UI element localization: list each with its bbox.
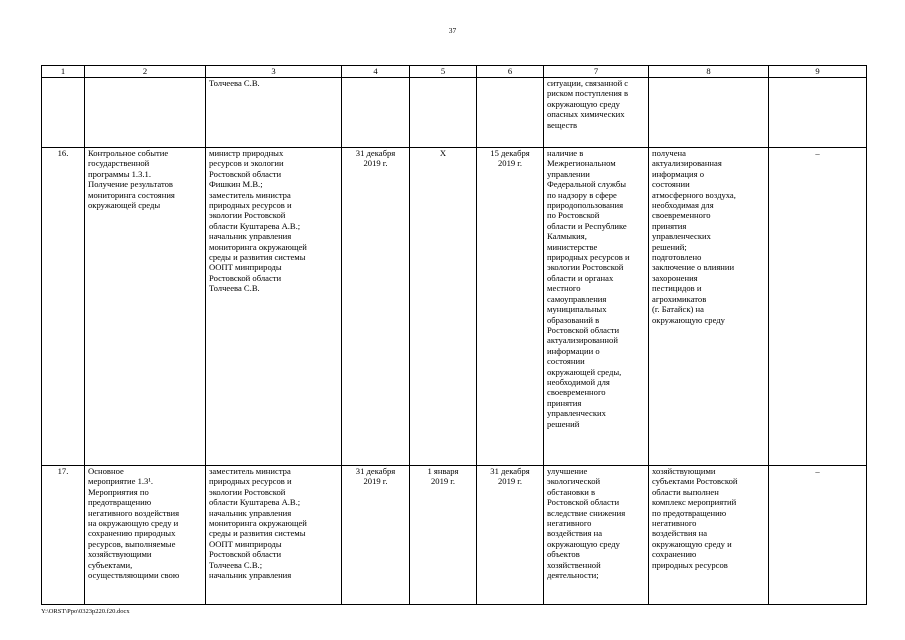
column-number-2: 2: [85, 66, 206, 78]
cell-text-line: самоуправления: [547, 293, 607, 304]
cell-responsible: [206, 148, 342, 466]
cell-text-line: улучшение: [547, 466, 588, 476]
cell-planned-date: [342, 148, 410, 466]
cell-text-line: Федеральной службы: [547, 179, 626, 190]
cell-text-line: начальник управления: [209, 231, 292, 242]
cell-start-date: [410, 466, 477, 605]
cell-text-line: мониторинга окружающей: [209, 518, 307, 529]
cell-text-line: Толчеева С.В.: [209, 78, 260, 88]
cell-text-line: пестицидов и: [652, 283, 702, 294]
cell-text-line: экологии Ростовской: [209, 210, 286, 221]
cell-text-line: области и органах: [547, 272, 614, 283]
cell-text-line: сохранению природных: [88, 528, 176, 539]
cell-text-line: начальник управления: [209, 570, 292, 581]
cell-text-line: экологической: [547, 476, 601, 487]
cell-text-line: 31 декабря: [355, 148, 396, 158]
cell-text-line: актуализированная: [652, 158, 722, 169]
column-number-4: 4: [342, 66, 410, 78]
cell-text-line: хозяйствующими: [88, 549, 152, 560]
cell-text-line: мероприятие 1.3¹.: [88, 476, 154, 487]
cell-text-line: заместитель министра: [209, 466, 291, 476]
cell-text-line: Фишкин М.В.;: [209, 179, 263, 190]
cell-text-line: Ростовской области: [547, 324, 620, 335]
cell-text-line: решений;: [652, 241, 687, 252]
cell-text-line: министр природных: [209, 148, 284, 158]
cell-text-line: управленческих: [547, 408, 606, 419]
cell-text-line: местного: [547, 283, 581, 294]
cell-text-line: сохранению: [652, 549, 697, 560]
cell-text-line: комплекс мероприятий: [652, 497, 737, 508]
column-number-1: 1: [42, 66, 85, 78]
page-number: 37: [448, 26, 457, 35]
cell-empty: [342, 78, 410, 148]
cell-end-date: [477, 466, 544, 605]
table-row-17: [42, 466, 867, 605]
cell-text-line: обстановки в: [547, 486, 596, 497]
cell-text-line: получена: [652, 148, 686, 158]
column-number-3: 3: [206, 66, 342, 78]
cell-text-line: 31 декабря: [355, 466, 396, 476]
cell-text-line: Х: [439, 148, 447, 158]
cell-text-line: по надзору в сфере: [547, 189, 617, 200]
cell-text-line: веществ: [547, 119, 578, 130]
cell-text-line: области выполнен: [652, 486, 719, 497]
cell-text-line: субъектами,: [88, 559, 133, 570]
cell-text-line: ООПТ минприроды: [209, 262, 282, 273]
cell-text-line: воздействия на: [547, 528, 603, 539]
cell-text-line: агрохимикатов: [652, 293, 707, 304]
cell-expected-result: [544, 148, 649, 466]
cell-text-line: природных ресурсов: [652, 559, 728, 570]
cell-text-line: заключение о влиянии: [652, 262, 735, 273]
cell-event-name: [85, 148, 206, 466]
table-row-continuation: [42, 78, 867, 148]
cell-text-line: области и Республике: [547, 220, 627, 231]
cell-responsible: [206, 78, 342, 148]
cell-text-line: ситуации, связанной с: [547, 78, 629, 88]
table-row-16: [42, 148, 867, 466]
cell-text-line: негативного: [652, 518, 697, 529]
cell-expected-result: [544, 466, 649, 605]
cell-text-line: Основное: [88, 466, 124, 476]
cell-text-line: Калмыкия,: [547, 231, 587, 242]
cell-text-line: Ростовской области: [209, 168, 282, 179]
cell-text-line: объектов: [547, 549, 580, 560]
table-header-row: [42, 66, 867, 78]
cell-text-line: природных ресурсов и: [209, 476, 292, 487]
cell-actual-result: [649, 466, 769, 605]
cell-row-number: 16.: [42, 148, 85, 466]
cell-expected-result: [544, 78, 649, 148]
cell-text-line: 2019 г.: [497, 476, 523, 487]
column-number-9: 9: [769, 66, 867, 78]
cell-text-line: природных ресурсов и: [547, 252, 630, 263]
cell-text-line: принятия: [652, 220, 687, 231]
cell-text-line: Толчеева С.В.;: [209, 559, 263, 570]
cell-text-line: окружающую среду: [652, 314, 725, 325]
cell-text-line: 31 декабря: [490, 466, 530, 476]
cell-text-line: деятельности;: [547, 570, 599, 581]
cell-responsible: [206, 466, 342, 605]
cell-text-line: окружающую среду и: [652, 538, 732, 549]
cell-text-line: необходимой для: [547, 376, 610, 387]
cell-text-line: окружающей среды: [88, 200, 161, 211]
column-number-6: 6: [477, 66, 544, 78]
cell-text-line: области Куштарева А.В.;: [209, 220, 301, 231]
cell-empty: [477, 78, 544, 148]
cell-text-line: Толчеева С.В.: [209, 283, 260, 294]
cell-text-line: по Ростовской: [547, 210, 600, 221]
cell-text-line: своевременного: [652, 210, 711, 221]
cell-text-line: негативного воздействия: [88, 507, 180, 518]
cell-text-line: экологии Ростовской: [547, 262, 624, 273]
cell-empty: [649, 78, 769, 148]
cell-text-line: окружающую среду: [547, 98, 620, 109]
cell-text-line: экологии Ростовской: [209, 486, 286, 497]
cell-text-line: управлении: [547, 168, 590, 179]
cell-row-number: 17.: [42, 466, 85, 605]
cell-text-line: хозяйствующими: [652, 466, 716, 476]
column-number-8: 8: [649, 66, 769, 78]
cell-text-line: осуществляющими свою: [88, 570, 180, 581]
cell-text-line: актуализированной: [547, 335, 618, 346]
cell-text-line: программы 1.3.1.: [88, 168, 151, 179]
cell-text-line: хозяйственной: [547, 559, 601, 570]
cell-notes: [769, 148, 867, 466]
cell-text-line: 2019 г.: [363, 158, 388, 169]
cell-text-line: ресурсов, выполняемые: [88, 538, 176, 549]
cell-text-line: захоронения: [652, 272, 698, 283]
cell-end-date: [477, 148, 544, 466]
cell-text-line: природных ресурсов и: [209, 200, 292, 211]
cell-actual-result: [649, 148, 769, 466]
cell-text-line: наличие в: [547, 148, 584, 158]
cell-notes: [769, 466, 867, 605]
cell-text-line: природопользования: [547, 200, 624, 211]
cell-empty: [42, 78, 85, 148]
cell-text-line: воздействия на: [652, 528, 708, 539]
cell-text-line: субъектами Ростовской: [652, 476, 738, 487]
cell-text-line: образований в: [547, 314, 600, 325]
events-table: [41, 65, 867, 605]
cell-text-line: Мероприятия по: [88, 486, 149, 497]
cell-text-line: ресурсов и экологии: [209, 158, 284, 169]
cell-text-line: начальник управления: [209, 507, 292, 518]
cell-text-line: атмосферного воздуха,: [652, 189, 736, 200]
cell-text-line: муниципальных: [547, 304, 607, 315]
cell-event-name: [85, 466, 206, 605]
cell-text-line: –: [815, 466, 820, 476]
cell-text-line: ООПТ минприроды: [209, 538, 282, 549]
cell-text-line: принятия: [547, 397, 582, 408]
cell-text-line: опасных химических: [547, 109, 625, 120]
cell-text-line: состоянии: [547, 356, 585, 367]
cell-text-line: Ростовской области: [547, 497, 620, 508]
cell-text-line: информации о: [547, 345, 600, 356]
cell-text-line: окружающей среды,: [547, 366, 622, 377]
cell-text-line: подготовлено: [652, 252, 702, 263]
cell-text-line: 1 января: [427, 466, 459, 476]
cell-text-line: Ростовской области: [209, 272, 282, 283]
cell-text-line: министерстве: [547, 241, 598, 252]
cell-text-line: риском поступления в: [547, 88, 629, 99]
cell-text-line: Контрольное событие: [88, 148, 169, 158]
cell-text-line: 15 декабря: [490, 148, 530, 158]
cell-empty: [410, 78, 477, 148]
cell-start-date: [410, 148, 477, 466]
cell-text-line: области Куштарева А.В.;: [209, 497, 301, 508]
cell-text-line: заместитель министра: [209, 189, 291, 200]
cell-text-line: вследствие снижения: [547, 507, 626, 518]
cell-text-line: 2019 г.: [430, 476, 456, 487]
column-number-5: 5: [410, 66, 477, 78]
cell-text-line: предотвращению: [88, 497, 152, 508]
column-number-7: 7: [544, 66, 649, 78]
cell-text-line: окружающую среду: [547, 538, 620, 549]
cell-text-line: управленческих: [652, 231, 711, 242]
cell-text-line: –: [815, 148, 820, 158]
cell-text-line: информация о: [652, 168, 705, 179]
cell-empty: [769, 78, 867, 148]
cell-text-line: решений: [547, 418, 580, 429]
cell-text-line: Ростовской области: [209, 549, 282, 560]
cell-text-line: Получение результатов: [88, 179, 173, 190]
cell-text-line: по предотвращению: [652, 507, 727, 518]
cell-text-line: 2019 г.: [497, 158, 523, 169]
cell-text-line: своевременного: [547, 387, 606, 398]
cell-text-line: на окружающую среду и: [88, 518, 179, 529]
cell-empty: [85, 78, 206, 148]
cell-text-line: среды и развития системы: [209, 252, 306, 263]
cell-text-line: (г. Батайск) на: [652, 304, 704, 315]
cell-text-line: негативного: [547, 518, 592, 529]
cell-text-line: мониторинга окружающей: [209, 241, 307, 252]
footer-file-path: Y:\ORST\Ppo\0323p220.f20.docx: [41, 608, 130, 615]
cell-text-line: мониторинга состояния: [88, 189, 175, 200]
cell-text-line: состоянии: [652, 179, 690, 190]
cell-text-line: Межрегиональном: [547, 158, 616, 169]
cell-text-line: необходимая для: [652, 200, 714, 211]
cell-text-line: государственной: [88, 158, 150, 169]
cell-planned-date: [342, 466, 410, 605]
cell-text-line: 2019 г.: [363, 476, 388, 487]
cell-text-line: среды и развития системы: [209, 528, 306, 539]
